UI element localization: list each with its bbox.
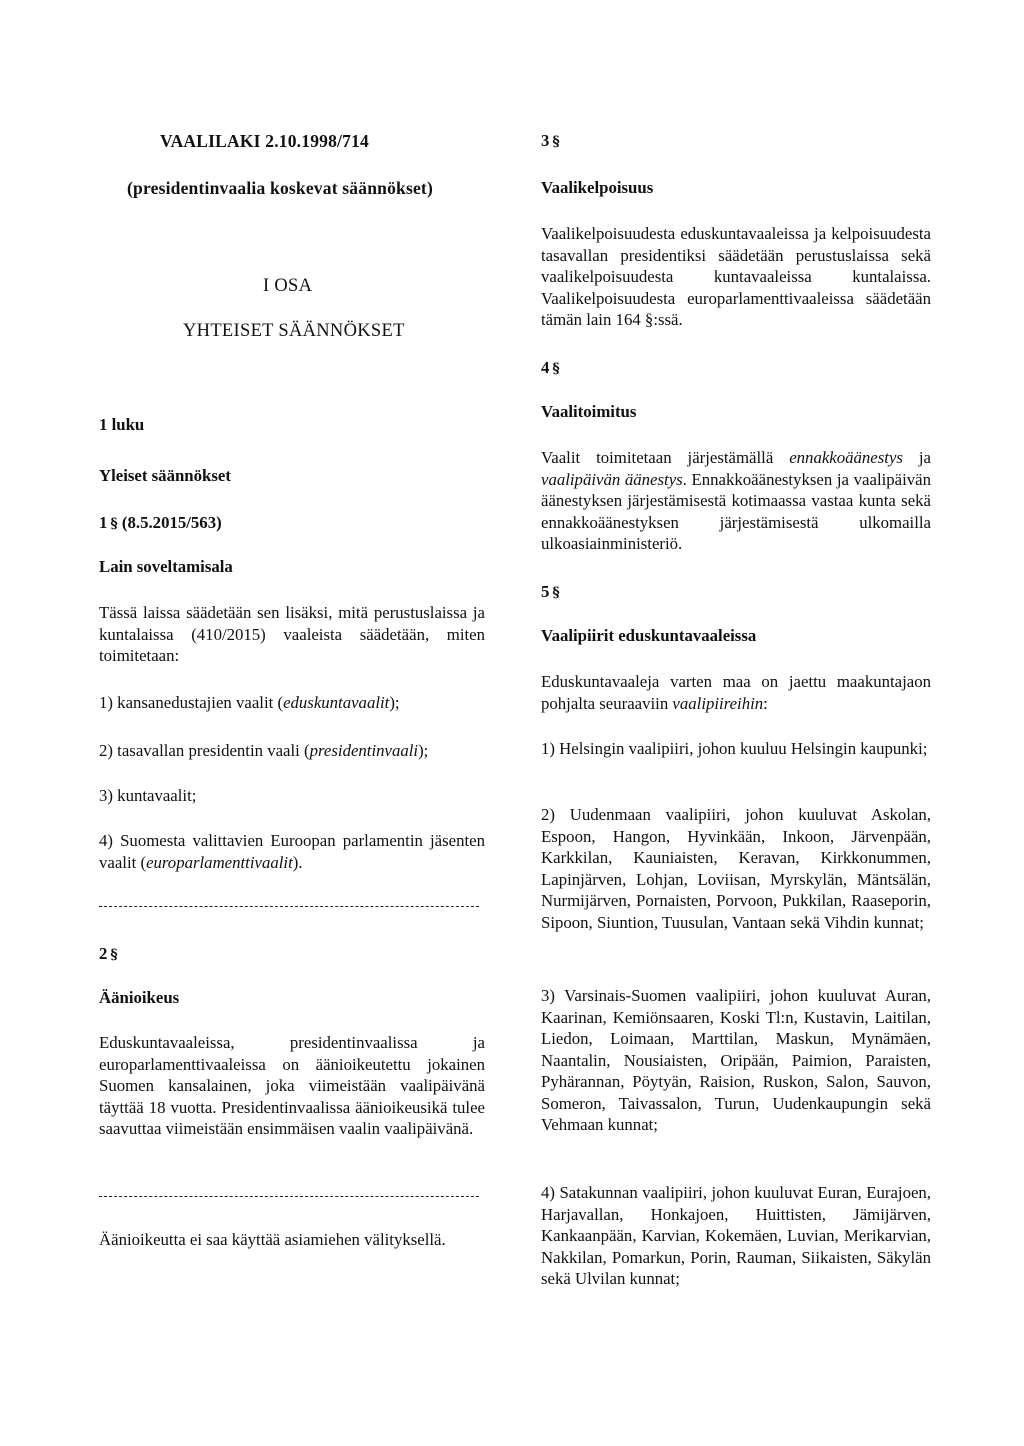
section-3-heading: Vaalikelpoisuus	[541, 178, 654, 197]
section-1-item-3: 3) kuntavaalit;	[99, 786, 197, 805]
section-1-item-1: 1) kansanedustajien vaalit (eduskuntavaalit);	[99, 693, 400, 712]
section-1-intro: Tässä laissa säädetään sen lisäksi, mitä perustuslaissa ja kuntalaissa (410/2015) vaaleista säädetään, miten toimitetaan:	[99, 603, 485, 665]
section-5-intro: Eduskuntavaaleja varten maa on jaettu maakuntajaon pohjalta seuraaviin vaalipiireihin:	[541, 672, 931, 713]
section-2-paragraph-2: Äänioikeutta ei saa käyttää asiamiehen välityksellä.	[99, 1230, 446, 1249]
part-title: YHTEISET SÄÄNNÖKSET	[183, 321, 405, 341]
section-5-heading: Vaalipiirit eduskuntavaaleissa	[541, 626, 757, 645]
section-1-item-2: 2) tasavallan presidentin vaali (presidentinvaali);	[99, 741, 429, 760]
separator-line	[99, 1196, 479, 1197]
section-5-item-3: 3) Varsinais-Suomen vaalipiiri, johon kuuluvat Auran, Kaarinan, Kemiönsaaren, Koski Tl:n, Kustavin, Laitilan, Liedon, Loimaan, Marttilan, Maskun, Mynämäen, Naantalin, Nousiaisten, Oripään, Paimion, Paraisten, Pyhärannan, Pöytyän, Raision, Ruskon, Salon, Sauvon, Someron, Taivassalon, Turun, Uudenkaupungin sekä Vehmaan kunnat;	[541, 986, 931, 1134]
section-2-heading: Äänioikeus	[99, 988, 180, 1007]
separator-line	[99, 906, 479, 907]
section-1-item-4: 4) Suomesta valittavien Euroopan parlamentin jäsenten vaalit (europarlamenttivaalit).	[99, 831, 485, 872]
chapter-title: Yleiset säännökset	[99, 466, 231, 485]
section-3-number: 3 §	[541, 131, 560, 150]
section-2-number: 2 §	[99, 944, 118, 963]
section-3-paragraph: Vaalikelpoisuudesta eduskuntavaaleissa ja kelpoisuudesta tasavallan presidentiksi säädetään perustuslaissa sekä vaalikelpoisuudesta kuntavaaleissa kuntalaissa. Vaalikelpoisuudesta europarlamenttivaaleissa säädetään tämän lain 164 §:ssä.	[541, 224, 931, 329]
section-5-item-1: 1) Helsingin vaalipiiri, johon kuuluu Helsingin kaupunki;	[541, 739, 928, 758]
law-title: VAALILAKI 2.10.1998/714	[160, 131, 369, 151]
section-sign: §	[110, 516, 118, 532]
section-4-paragraph: Vaalit toimitetaan järjestämällä ennakkoäänestys ja vaalipäivän äänestys. Ennakkoäänestyksen ja vaalipäivän äänestyksen järjestämisestä kotimaassa vastaa kunta sekä ennakkoäänestyksen järjestämisestä ulkomailla ulkoasiainministeriö.	[541, 448, 931, 553]
part-number: I OSA	[263, 276, 313, 296]
law-subtitle: (presidentinvaalia koskevat säännökset)	[127, 178, 433, 198]
section-5-number: 5 §	[541, 582, 560, 601]
section-1-number: 1 § (8.5.2015/563)	[99, 513, 222, 532]
section-2-paragraph-1: Eduskuntavaaleissa, presidentinvaalissa ja europarlamenttivaaleissa on äänioikeutettu jokainen Suomen kansalainen, joka viimeistään vaalipäivänä täyttää 18 vuotta. Presidentinvaalissa äänioikeusikä tulee saavuttaa viimeistään ensimmäisen vaalin vaalipäivänä.	[99, 1033, 485, 1138]
section-1-heading: Lain soveltamisala	[99, 557, 233, 576]
section-5-item-2: 2) Uudenmaan vaalipiiri, johon kuuluvat Askolan, Espoon, Hangon, Hyvinkään, Inkoon, Järvenpään, Karkkilan, Kauniaisten, Keravan, Kirkkonummen, Lapinjärven, Lohjan, Loviisan, Myrskylän, Mäntsälän, Nurmijärven, Pornaisten, Porvoon, Pukkilan, Raaseporin, Sipoon, Siuntion, Tuusulan, Vantaan sekä Vihdin kunnat;	[541, 805, 931, 932]
section-4-number: 4 §	[541, 358, 560, 377]
section-4-heading: Vaalitoimitus	[541, 402, 637, 421]
section-5-item-4: 4) Satakunnan vaalipiiri, johon kuuluvat Euran, Eurajoen, Harjavallan, Honkajoen, Huittisten, Jämijärven, Kankaanpään, Karvian, Kokemäen, Luvian, Merikarvian, Nakkilan, Pomarkun, Porin, Rauman, Siikaisten, Säkylän sekä Ulvilan kunnat;	[541, 1183, 931, 1288]
chapter-number: 1 luku	[99, 415, 145, 434]
